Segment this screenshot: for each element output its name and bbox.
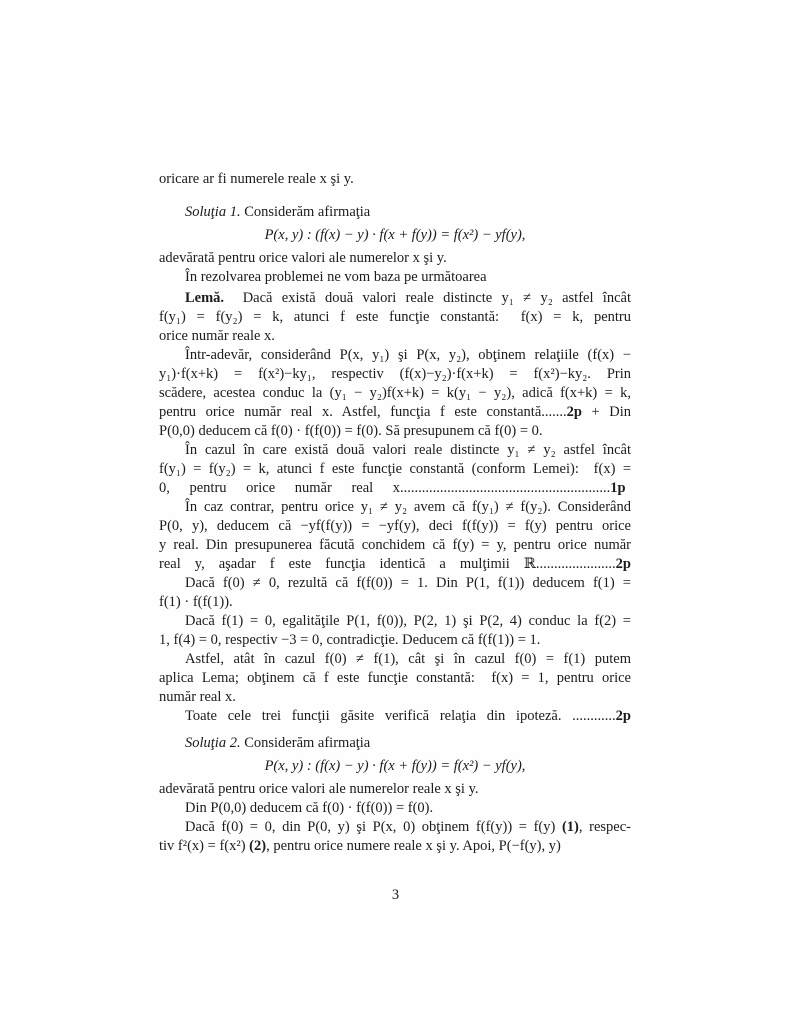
text-run: f(y₁) = f(y₂) = k, atunci f este funcţie constantă: f(x) = k, pentru (159, 309, 631, 325)
text-run: + Din (581, 404, 631, 420)
text-line (159, 170, 631, 189)
text-line (159, 818, 631, 837)
text-run: scădere, acestea conduc la (y₁ − y₂)f(x+k) = k(y₁ − y₂), adică f(x+k) = k, (159, 385, 631, 401)
text-run: Dacă f(0) ≠ 0, rezultă că f(f(0)) = 1. Din P(1, f(1)) deducem f(1) = (185, 575, 631, 591)
text-line (159, 289, 631, 308)
text-run: f(y₁) = f(y₂) = k, atunci f este funcţie constantă (conform Lemei): f(x) = (159, 461, 631, 477)
equation-display-1 (159, 226, 631, 245)
text-line (159, 226, 631, 245)
text-run: Într-adevăr, considerând P(x, y₁) şi P(x, y₂), obţinem relaţiile (f(x) − (185, 347, 631, 363)
text-run: În rezolvarea problemei ne vom baza pe următoarea (185, 269, 487, 285)
text-run: Dacă f(0) = 0, din P(0, y) şi P(x, 0) obţinem f(f(y)) = f(y) (185, 819, 562, 835)
text-line (159, 460, 631, 479)
text-run: .......................................................... (400, 480, 611, 496)
page-number: 3 (391, 887, 400, 903)
text-line (159, 555, 631, 574)
text-run: P(0, y), deducem că −yf(f(y)) = −yf(y), deci f(f(y)) = f(y) pentru orice (159, 518, 631, 534)
text-line (159, 498, 631, 517)
text-line (159, 669, 631, 688)
text-run: În cazul în care există două valori reale distincte y₁ ≠ y₂ astfel încât (185, 442, 631, 458)
case-f0-zero-paragraph (159, 818, 631, 856)
text-run: orice număr reale x. (159, 328, 275, 344)
lemma-statement (159, 289, 631, 346)
case-distinct-values-paragraph (159, 498, 631, 574)
text-line (159, 403, 631, 422)
text-run: Considerăm afirmaţia (240, 735, 371, 751)
text-run: y real. Din presupunerea făcută conchidem că f(y) = y, pentru orice număr (159, 537, 631, 553)
case-equal-values-paragraph (159, 441, 631, 498)
text-line (159, 757, 631, 776)
text-run: Considerăm afirmaţia (240, 204, 371, 220)
bold-run: 1p (610, 480, 626, 496)
text-run: Astfel, atât în cazul f(0) ≠ f(1), cât şi în cazul f(0) = f(1) putem (185, 651, 631, 667)
text-line (159, 574, 631, 593)
continuation-paragraph (159, 170, 631, 189)
text-line (159, 249, 631, 268)
bold-run: (2) (249, 838, 267, 854)
text-line (159, 384, 631, 403)
text-line (159, 346, 631, 365)
text-run: adevărată pentru orice valori ale numerelor reale x şi y. (159, 781, 479, 797)
page-body (159, 170, 631, 856)
text-line (159, 688, 631, 707)
text-run: , pentru orice numere reale x şi y. Apoi, P(−f(y), y) (266, 838, 561, 854)
text-run: P(x, y) : (f(x) − y) · f(x + f(y)) = f(x²) − yf(y), (264, 758, 526, 774)
text-line (159, 650, 631, 669)
solution-2-heading (159, 734, 631, 753)
case-f0-nonzero-paragraph (159, 574, 631, 612)
case-f1-zero-paragraph (159, 612, 631, 650)
bold-run: 2p (615, 556, 631, 572)
text-run: , respec- (578, 819, 632, 835)
italic-run: Soluţia 1. (185, 204, 241, 220)
text-run: P(0,0) deducem că f(0) · f(f(0)) = f(0). Să presupunem că f(0) = 0. (159, 423, 543, 439)
text-run: ............ (572, 708, 616, 724)
text-line (159, 517, 631, 536)
italic-run: Soluţia 2. (185, 735, 241, 751)
text-run: ...................... (535, 556, 616, 572)
text-line (159, 365, 631, 384)
text-run: real y, aşadar f este funcţia identică a mulţimii ℝ (159, 556, 536, 572)
text-run: f(1) · f(f(1)). (159, 594, 233, 610)
text-run: 1, f(4) = 0, respectiv −3 = 0, contradicţie. Deducem că f(f(1)) = 1. (159, 632, 541, 648)
text-run: y₁)·f(x+k) = f(x²)−ky₁, respectiv (f(x)−y₂)·f(x+k) = f(x²)−ky₂. Prin (159, 366, 631, 382)
text-line (159, 780, 631, 799)
text-run: pentru orice număr real x. Astfel, funcţia f este constantă....... (159, 404, 567, 420)
text-line (159, 327, 631, 346)
lemma-proof-paragraph (159, 346, 631, 441)
verification-paragraph (159, 707, 631, 726)
bold-run: 2p (566, 404, 582, 420)
text-run: tiv f²(x) = f(x²) (159, 838, 250, 854)
text-run: Toate cele trei funcţii găsite verifică relaţia din ipoteză. (185, 708, 573, 724)
text-run: P(x, y) : (f(x) − y) · f(x + f(y)) = f(x²) − yf(y), (264, 227, 526, 243)
p00-deduction-paragraph (159, 799, 631, 818)
text-line (159, 837, 631, 856)
bold-run: 2p (615, 708, 631, 724)
text-line (159, 799, 631, 818)
text-line (159, 203, 631, 222)
text-line (159, 441, 631, 460)
text-line (159, 631, 631, 650)
equation-validity-note-2 (159, 780, 631, 799)
text-run: 0, pentru orice număr real x (159, 480, 401, 496)
text-run: Din P(0,0) deducem că f(0) · f(f(0)) = f(0). (185, 800, 434, 816)
solution-1-heading (159, 203, 631, 222)
text-run: oricare ar fi numerele reale x şi y. (159, 171, 354, 187)
text-run: adevărată pentru orice valori ale numerelor x şi y. (159, 250, 447, 266)
text-line (159, 612, 631, 631)
text-run: Dacă f(1) = 0, egalităţile P(1, f(0)), P(2, 1) şi P(2, 4) conduc la f(2) = (185, 613, 631, 629)
text-line (159, 308, 631, 327)
text-run: Dacă există două valori reale distincte y₁ ≠ y₂ astfel încât (224, 290, 631, 306)
text-line (159, 479, 631, 498)
text-line (159, 268, 631, 287)
text-line (159, 734, 631, 753)
text-run: În caz contrar, pentru orice y₁ ≠ y₂ avem că f(y₁) ≠ f(y₂). Considerând (185, 499, 631, 515)
conclusion-paragraph (159, 650, 631, 707)
text-line (159, 536, 631, 555)
equation-display-2 (159, 757, 631, 776)
bold-run: (1) (561, 819, 579, 835)
equation-validity-note-1 (159, 249, 631, 268)
text-line (159, 422, 631, 441)
intro-paragraph (159, 268, 631, 287)
text-run: număr real x. (159, 689, 236, 705)
bold-run: Lemă. (185, 290, 225, 306)
text-line (159, 707, 631, 726)
text-run: aplica Lema; obţinem că f este funcţie constantă: f(x) = 1, pentru orice (159, 670, 631, 686)
text-line (159, 593, 631, 612)
